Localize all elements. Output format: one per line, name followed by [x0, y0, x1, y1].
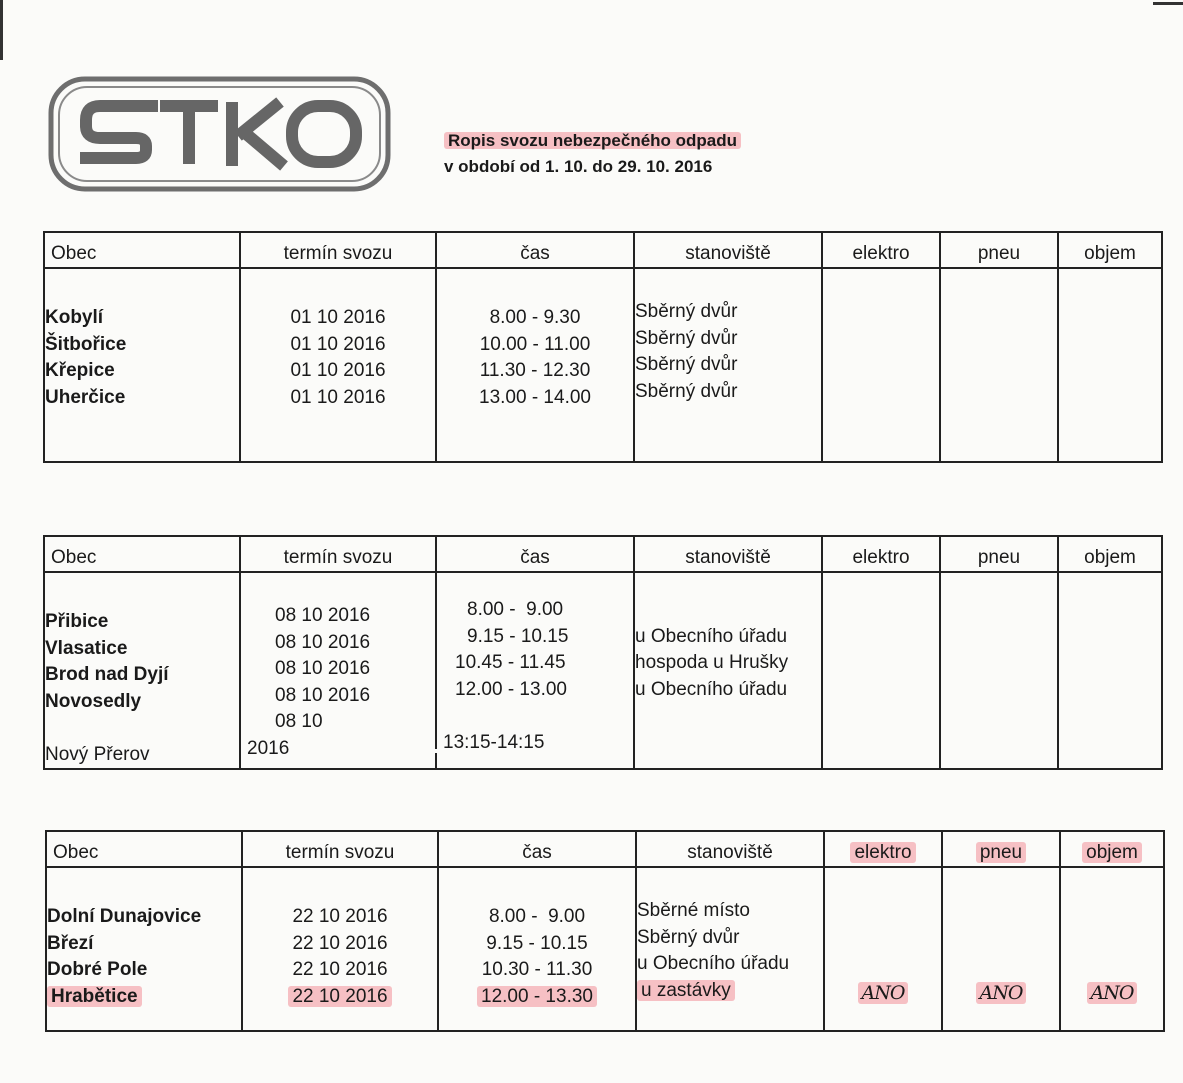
obec-name: Brod nad Dyjí	[45, 664, 169, 685]
cas-value: 9.15 - 10.15	[486, 932, 588, 954]
obec-cell	[44, 268, 240, 462]
schedule-table-1	[43, 231, 1163, 463]
termin-cell	[240, 572, 436, 769]
termin-value: 08 10	[275, 711, 323, 732]
termin-value: 22 10 2016	[292, 959, 388, 980]
cas-value: 9.15 - 10.15	[467, 625, 569, 647]
termin-value: 01 10 2016	[290, 307, 386, 328]
objem-ano-mark: ANO	[1087, 982, 1138, 1004]
obec-name: Nový Přerov	[45, 743, 150, 765]
obec-name: Přibice	[45, 611, 109, 632]
stanoviste-value: u Obecního úřadu	[635, 625, 788, 647]
elektro-cell	[822, 268, 940, 462]
header-obec: Obec	[46, 831, 242, 867]
stanoviste-value: Sběrné místo	[637, 900, 750, 921]
cas-cell	[438, 867, 636, 1031]
scan-edge-mark-right	[1153, 2, 1183, 5]
termin-value: 08 10 2016	[275, 605, 371, 626]
header-stanoviste: stanoviště	[634, 536, 822, 572]
table-body-row	[44, 572, 1162, 769]
header-cas: čas	[436, 536, 634, 572]
header-pneu: pneu	[940, 536, 1058, 572]
cas-value: 13:15-14:15	[443, 731, 545, 753]
header-objem: objem	[1082, 842, 1142, 863]
cas-cell	[436, 268, 634, 462]
termin-value: 01 10 2016	[290, 386, 386, 408]
header-stanoviste: stanoviště	[634, 232, 822, 268]
header-pneu: pneu	[940, 232, 1058, 268]
obec-cell	[44, 572, 240, 769]
termin-value: 22 10 2016	[292, 932, 388, 954]
header-termin: termín svozu	[240, 232, 436, 268]
header-termin: termín svozu	[242, 831, 438, 867]
table-header-row	[44, 536, 1162, 572]
termin-value: 22 10 2016	[292, 906, 388, 927]
header-cas: čas	[436, 232, 634, 268]
stanoviste-value: Sběrný dvůr	[635, 380, 738, 402]
obec-name: Dobré Pole	[47, 959, 148, 980]
header-obec: Obec	[44, 232, 240, 268]
schedule-table-2	[43, 535, 1163, 770]
cas-value: 8.00 - 9.00	[488, 906, 586, 927]
termin-value-highlighted: 22 10 2016	[288, 986, 391, 1007]
cas-value: 11.30 - 12.30	[479, 360, 591, 381]
table-header-row	[44, 232, 1162, 268]
heading-period: v období od 1. 10. do 29. 10. 2016	[444, 157, 713, 176]
obec-name: Březí	[47, 932, 94, 954]
table-body-row	[46, 867, 1164, 1031]
header-objem: objem	[1058, 536, 1162, 572]
stanoviste-value: Sběrný dvůr	[637, 926, 740, 948]
cas-value: 8.00 - 9.30	[489, 307, 581, 328]
stanoviste-cell	[634, 268, 822, 462]
header-elektro: elektro	[822, 232, 940, 268]
obec-name: Dolní Dunajovice	[47, 906, 202, 927]
obec-cell	[46, 867, 242, 1031]
obec-name: Kobylí	[45, 307, 104, 328]
elektro-cell	[822, 572, 940, 769]
elektro-cell	[824, 867, 942, 1031]
stanoviste-value-highlighted: u zastávky	[637, 980, 735, 1001]
border-gap	[378, 749, 438, 753]
header-elektro: elektro	[822, 536, 940, 572]
objem-cell	[1058, 572, 1162, 769]
table-body-row	[44, 268, 1162, 462]
pneu-cell	[940, 268, 1058, 462]
cas-value: 10.45 - 11.45	[455, 652, 566, 673]
cas-cell	[436, 572, 634, 769]
header-termin: termín svozu	[240, 536, 436, 572]
obec-name: Vlasatice	[45, 637, 128, 659]
termin-cell	[240, 268, 436, 462]
elektro-ano-mark: ANO	[858, 982, 909, 1004]
stanoviste-cell	[636, 867, 824, 1031]
header-objem: objem	[1058, 232, 1162, 268]
stanoviste-value: Sběrný dvůr	[635, 327, 738, 349]
header-stanoviste: stanoviště	[636, 831, 824, 867]
document-heading	[444, 132, 741, 175]
header-elektro: elektro	[850, 842, 915, 863]
cas-spacer	[455, 703, 633, 730]
obec-name: Uherčice	[45, 386, 126, 408]
obec-name: Novosedly	[45, 690, 142, 712]
schedule-table-3	[45, 830, 1165, 1032]
heading-title: Ropis svozu nebezpečného odpadu	[444, 132, 741, 149]
obec-name: Šitbořice	[45, 333, 127, 355]
termin-value: 01 10 2016	[290, 333, 386, 355]
termin-value: 08 10 2016	[275, 631, 371, 653]
termin-value: 2016	[247, 737, 290, 759]
termin-value: 01 10 2016	[290, 360, 386, 381]
obec-name-highlighted: Hrabětice	[47, 986, 142, 1007]
cas-value-highlighted: 12.00 - 13.30	[477, 986, 597, 1007]
table-header-row	[46, 831, 1164, 867]
stanoviste-value: u Obecního úřadu	[637, 953, 790, 974]
stanoviste-value: Sběrný dvůr	[635, 354, 738, 375]
pneu-cell	[940, 572, 1058, 769]
cas-value: 8.00 - 9.00	[467, 599, 564, 620]
cas-value: 12.00 - 13.00	[455, 678, 567, 700]
pneu-ano-mark: ANO	[976, 982, 1027, 1004]
header-obec: Obec	[44, 536, 240, 572]
cas-value: 10.00 - 11.00	[479, 333, 591, 355]
obec-name-spacer	[45, 715, 239, 742]
header-cas: čas	[438, 831, 636, 867]
stanoviste-cell	[634, 572, 822, 769]
stanoviste-value: Sběrný dvůr	[635, 301, 738, 322]
objem-cell	[1058, 268, 1162, 462]
cas-value: 10.30 - 11.30	[481, 959, 593, 980]
termin-value: 08 10 2016	[275, 658, 371, 679]
cas-value: 13.00 - 14.00	[479, 386, 591, 408]
objem-cell	[1060, 867, 1164, 1031]
stanoviste-value: hospoda u Hrušky	[635, 652, 789, 673]
pneu-cell	[942, 867, 1060, 1031]
termin-value: 08 10 2016	[275, 684, 371, 706]
obec-name: Křepice	[45, 360, 115, 381]
stanoviste-value: u Obecního úřadu	[635, 678, 788, 700]
header-pneu: pneu	[976, 842, 1026, 863]
stanoviste-value	[635, 597, 821, 624]
scan-edge-mark-left	[0, 0, 3, 60]
stko-logo	[48, 76, 391, 192]
termin-cell	[242, 867, 438, 1031]
